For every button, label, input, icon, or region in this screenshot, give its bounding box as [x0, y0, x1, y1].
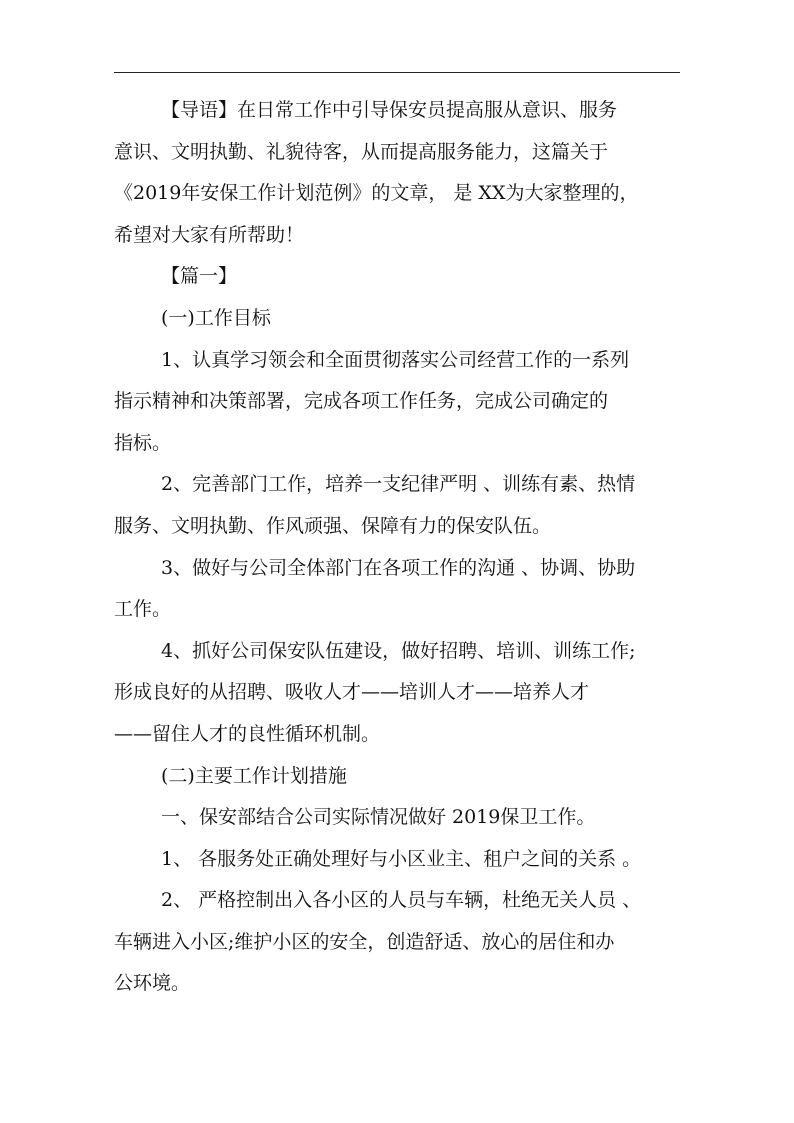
paragraph-line: 形成良好的从招聘、吸收人才——培训人才——培养人才 — [114, 681, 590, 704]
paragraph-line: 4、抓好公司保安队伍建设，做好招聘、培训、训练工作; — [161, 639, 636, 662]
paragraph-line: 工作。 — [114, 598, 172, 621]
paragraph-line: 2、 严格控制出入各小区的人员与车辆，杜绝无关人员 、 — [161, 889, 642, 912]
intro-line: 意识、文明执勤、礼貌待客，从而提高服务能力，这篇关于 — [114, 140, 609, 163]
paragraph-line: 指标。 — [114, 431, 172, 454]
paragraph-line: 一、保安部结合公司实际情况做好 2019保卫工作。 — [161, 806, 596, 829]
paragraph-line: 3、做好与公司全体部门在各项工作的沟通 、协调、协助 — [161, 556, 636, 579]
section-heading: 【篇一】 — [161, 265, 238, 288]
paragraph-line: 车辆进入小区;维护小区的安全，创造舒适、放心的居住和办 — [114, 930, 615, 953]
header-rule — [114, 72, 680, 73]
paragraph-line: 1、 各服务处正确处理好与小区业主、租户之间的关系 。 — [161, 847, 642, 870]
paragraph-line: ——留住人才的良性循环机制。 — [114, 722, 381, 745]
paragraph-line: 指示精神和决策部署，完成各项工作任务，完成公司确定的 — [114, 390, 609, 413]
subsection-heading: (一)工作目标 — [161, 306, 271, 329]
paragraph-line: 公环境。 — [114, 972, 191, 995]
document-body — [114, 90, 680, 1005]
paragraph-line: 服务、文明执勤、作风顽强、保障有力的保安队伍。 — [114, 514, 552, 537]
intro-line: 【导语】在日常工作中引导保安员提高服从意识、服务 — [161, 99, 618, 121]
paragraph-line: 1、认真学习领会和全面贯彻落实公司经营工作的一系列 — [161, 348, 630, 371]
subsection-heading: (二)主要工作计划措施 — [161, 764, 347, 787]
paragraph-line: 2、完善部门工作，培养一支纪律严明 、训练有素、热情 — [161, 473, 636, 496]
intro-line: 希望对大家有所帮助！ — [114, 223, 305, 246]
intro-line: 《2019年安保工作计划范例》的文章， 是 XX为大家整理的， — [114, 182, 639, 205]
